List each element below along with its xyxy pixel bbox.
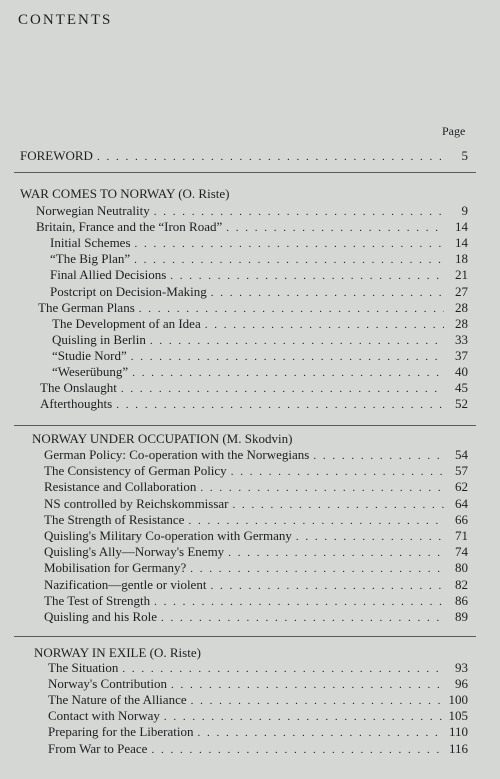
dot-leader: [205, 317, 444, 333]
entry-page: 93: [455, 660, 468, 675]
entry-label: Quisling's Military Co-operation with Germany: [44, 528, 292, 543]
entry-label: “Studie Nord”: [52, 347, 127, 363]
entry-page: 80: [455, 560, 468, 576]
entry-page: 28: [455, 299, 468, 315]
entry-page: 89: [455, 609, 468, 624]
toc-entry: [0, 676, 500, 692]
entry-label: The German Plans: [38, 299, 135, 315]
dot-leader: [228, 545, 444, 561]
toc-entry-foreword: [0, 148, 500, 164]
entry-label: The Test of Strength: [44, 592, 151, 608]
section-divider: [14, 172, 476, 173]
section-divider: [14, 425, 476, 426]
toc-entry: [0, 544, 500, 560]
entry-page: 9: [461, 203, 468, 218]
entry-label: From War to Peace: [48, 740, 148, 756]
toc-entry: [0, 593, 500, 609]
entry-label: “Weserübung”: [52, 364, 129, 379]
entry-label: Quisling and his Role: [44, 609, 158, 624]
toc-entry: [0, 560, 500, 576]
entry-page: 5: [461, 148, 468, 163]
toc-entry: [0, 235, 500, 251]
dot-leader: [210, 578, 444, 594]
toc-entry: [0, 251, 500, 267]
toc-entry: [0, 741, 500, 757]
entry-label: Preparing for the Liberation: [48, 724, 194, 740]
toc-entry: [0, 267, 500, 283]
entry-page: 21: [455, 267, 468, 283]
entry-label: The Onslaught: [40, 380, 117, 396]
entry-page: 100: [448, 692, 468, 708]
toc-entry: [0, 203, 500, 219]
entry-label: Resistance and Collaboration: [44, 479, 197, 495]
entry-page: 40: [455, 364, 468, 379]
dot-leader: [190, 561, 444, 577]
dot-leader: [296, 529, 444, 545]
toc-entry: [0, 284, 500, 300]
entry-page: 28: [455, 315, 468, 331]
entry-label: Postcript on Decision-Making: [50, 283, 207, 299]
page-column-label: Page: [442, 124, 466, 138]
entry-page: 96: [455, 676, 468, 692]
entry-label: Afterthoughts: [40, 396, 113, 412]
entry-label: Britain, France and the “Iron Road”: [36, 219, 223, 235]
entry-page: 52: [455, 396, 468, 412]
page-title: CONTENTS: [18, 12, 113, 28]
entry-label: German Policy: Co-operation with the Norwegians: [44, 447, 310, 462]
entry-label: The Nature of the Alliance: [48, 692, 187, 708]
entry-page: 14: [455, 235, 468, 251]
entry-page: 57: [455, 463, 468, 479]
entry-page: 86: [455, 592, 468, 608]
section-heading: NORWAY IN EXILE (O. Riste): [34, 645, 201, 660]
entry-page: 82: [455, 576, 468, 592]
toc-entry: [0, 708, 500, 724]
dot-leader: [211, 285, 444, 301]
toc-entry: [0, 479, 500, 495]
entry-label: Final Allied Decisions: [50, 267, 167, 283]
entry-page: 33: [455, 331, 468, 347]
entry-label: Quisling in Berlin: [52, 331, 146, 347]
toc-entry: [0, 396, 500, 412]
entry-label: Nazification—gentle or violent: [44, 576, 207, 592]
toc-entry: [0, 512, 500, 528]
dot-leader: [231, 464, 444, 480]
dot-leader: [161, 610, 444, 626]
toc-entry: [0, 463, 500, 479]
entry-label: Norwegian Neutrality: [36, 203, 150, 218]
dot-leader: [131, 349, 444, 365]
entry-page: 105: [448, 708, 468, 724]
toc-entry: [0, 609, 500, 625]
toc-entry: [0, 692, 500, 708]
dot-leader: [170, 268, 444, 284]
entry-page: 62: [455, 479, 468, 495]
entry-label: “The Big Plan”: [50, 251, 131, 267]
section-divider: [14, 636, 476, 637]
dot-leader: [132, 365, 444, 381]
toc-entry: [0, 364, 500, 380]
dot-leader: [122, 661, 444, 677]
dot-leader: [139, 301, 444, 317]
section-heading: NORWAY UNDER OCCUPATION (M. Skodvin): [32, 431, 293, 446]
entry-page: 71: [455, 528, 468, 543]
dot-leader: [191, 693, 444, 709]
entry-page: 27: [455, 283, 468, 299]
dot-leader: [226, 220, 444, 236]
dot-leader: [116, 397, 444, 413]
dot-leader: [164, 709, 444, 725]
entry-label: Quisling's Ally—Norway's Enemy: [44, 544, 225, 560]
toc-entry: [0, 496, 500, 512]
dot-leader: [134, 252, 444, 268]
entry-label: Contact with Norway: [48, 708, 160, 724]
toc-entry: [0, 348, 500, 364]
toc-entry: [0, 332, 500, 348]
toc-entry: [0, 577, 500, 593]
entry-label: The Development of an Idea: [52, 315, 201, 331]
entry-page: 54: [455, 447, 468, 462]
dot-leader: [154, 594, 444, 610]
entry-page: 66: [455, 511, 468, 527]
dot-leader: [151, 742, 444, 758]
toc-entry: [0, 447, 500, 463]
dot-leader: [197, 725, 444, 741]
section-heading: WAR COMES TO NORWAY (O. Riste): [20, 186, 230, 201]
entry-page: 110: [448, 724, 468, 740]
entry-label: NS controlled by Reichskommissar: [44, 495, 229, 511]
dot-leader: [150, 333, 444, 349]
entry-page: 18: [455, 251, 468, 267]
dot-leader: [97, 149, 444, 165]
dot-leader: [233, 497, 444, 513]
toc-entry: [0, 316, 500, 332]
entry-label: The Strength of Resistance: [44, 511, 185, 527]
entry-label: The Situation: [48, 660, 119, 675]
entry-label: Initial Schemes: [50, 235, 131, 251]
entry-page: 37: [455, 347, 468, 363]
toc-entry: [0, 219, 500, 235]
dot-leader: [121, 381, 444, 397]
toc-entry: [0, 380, 500, 396]
dot-leader: [171, 677, 444, 693]
entry-page: 64: [455, 495, 468, 511]
toc-entry: [0, 660, 500, 676]
dot-leader: [135, 236, 444, 252]
entry-label: FOREWORD: [20, 148, 93, 163]
entry-page: 116: [448, 740, 468, 756]
dot-leader: [313, 448, 444, 464]
dot-leader: [200, 480, 444, 496]
toc-entry: [0, 300, 500, 316]
dot-leader: [188, 513, 444, 529]
entry-label: The Consistency of German Policy: [44, 463, 227, 479]
entry-label: Norway's Contribution: [48, 676, 167, 692]
dot-leader: [154, 204, 444, 220]
toc-entry: [0, 724, 500, 740]
entry-label: Mobilisation for Germany?: [44, 560, 187, 576]
entry-page: 74: [455, 544, 468, 560]
entry-page: 45: [455, 380, 468, 396]
entry-page: 14: [455, 219, 468, 235]
toc-entry: [0, 528, 500, 544]
